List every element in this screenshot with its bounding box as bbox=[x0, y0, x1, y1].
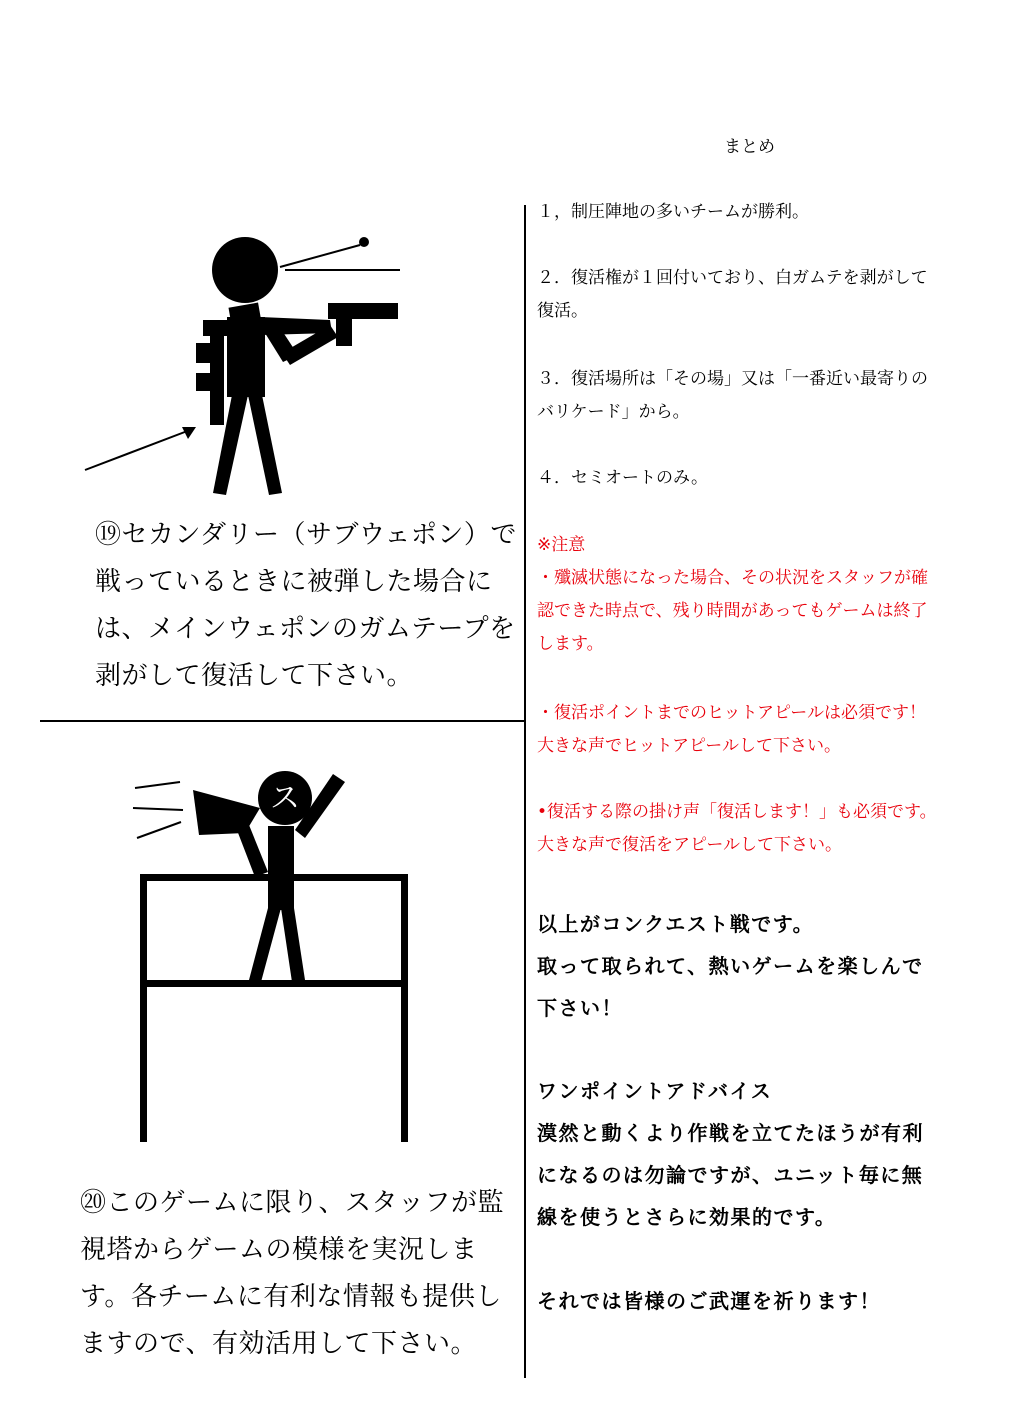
panel-divider bbox=[40, 720, 525, 722]
caption-line: 戦っているときに被弾した場合に bbox=[95, 567, 493, 597]
caption-line: ⑲セカンダリー（サブウェポン）で bbox=[95, 520, 517, 550]
notice-line: ・復活ポイントまでのヒットアピールは必須です！ bbox=[537, 703, 926, 723]
advice-heading: ワンポイントアドバイス bbox=[537, 1079, 773, 1103]
notice-item-2 bbox=[537, 697, 926, 763]
advice-block bbox=[537, 1070, 924, 1238]
column-divider bbox=[524, 205, 526, 1378]
caption-line: 剥がして復活して下さい。 bbox=[95, 661, 414, 691]
notice-item-1 bbox=[537, 562, 928, 661]
advice-line: になるのは勿論ですが、ユニット毎に無 bbox=[537, 1163, 924, 1187]
notice-line: 大きな声でヒットアピールして下さい。 bbox=[537, 736, 841, 756]
watchtower-staff-illustration bbox=[125, 760, 425, 1145]
notice-line: •復活する際の掛け声「復活します！」も必須です。 bbox=[537, 802, 937, 822]
closing-line: 下さい！ bbox=[537, 996, 623, 1020]
rule-3 bbox=[537, 363, 928, 429]
panel19-caption bbox=[95, 512, 517, 700]
rule-line: ２．復活権が１回付いており、白ガムテを剥がして bbox=[537, 268, 928, 288]
caption-line: ⑳このゲームに限り、スタッフが監 bbox=[80, 1188, 505, 1218]
notice-line: ・殲滅状態になった場合、その状況をスタッフが確 bbox=[537, 568, 928, 588]
notice-heading: ※注意 bbox=[537, 535, 586, 555]
notice-line: 認できた時点で、残り時間があってもゲームは終了 bbox=[537, 601, 928, 621]
notice-item-3 bbox=[537, 796, 937, 862]
rule-line: バリケード」から。 bbox=[537, 402, 690, 422]
summary-title: まとめ bbox=[724, 137, 775, 157]
rule-1 bbox=[537, 196, 809, 229]
caption-line: は、メインウェポンのガムテープを bbox=[95, 614, 516, 644]
rule-line: 復活。 bbox=[537, 301, 588, 321]
closing-line: 取って取られて、熱いゲームを楽しんで bbox=[537, 954, 924, 978]
rule-line: ３．復活場所は「その場」又は「一番近い最寄りの bbox=[537, 369, 928, 389]
staff-badge: ス bbox=[270, 781, 300, 816]
caption-line: す。各チームに有利な情報も提供し bbox=[80, 1282, 502, 1312]
closing-message bbox=[537, 903, 924, 1029]
stick-figure-pistol-illustration bbox=[70, 225, 420, 505]
caption-line: ますので、有効活用して下さい。 bbox=[80, 1329, 477, 1359]
farewell-message: それでは皆様のご武運を祈ります！ bbox=[537, 1289, 881, 1313]
closing-line: 以上がコンクエスト戦です。 bbox=[537, 912, 815, 936]
advice-line: 漠然と動くより作戦を立てたほうが有利 bbox=[537, 1121, 924, 1145]
advice-line: 線を使うとさらに効果的です。 bbox=[537, 1205, 837, 1229]
notice-line: します。 bbox=[537, 634, 604, 654]
caption-line: 視塔からゲームの模様を実況しま bbox=[80, 1235, 478, 1265]
rule-2 bbox=[537, 262, 928, 328]
rule-line: ４．セミオートのみ。 bbox=[537, 468, 709, 488]
rule-4 bbox=[537, 462, 708, 495]
notice-line: 大きな声で復活をアピールして下さい。 bbox=[537, 835, 842, 855]
rule-line: １，制圧陣地の多いチームが勝利。 bbox=[537, 202, 809, 222]
panel20-caption bbox=[80, 1180, 504, 1368]
